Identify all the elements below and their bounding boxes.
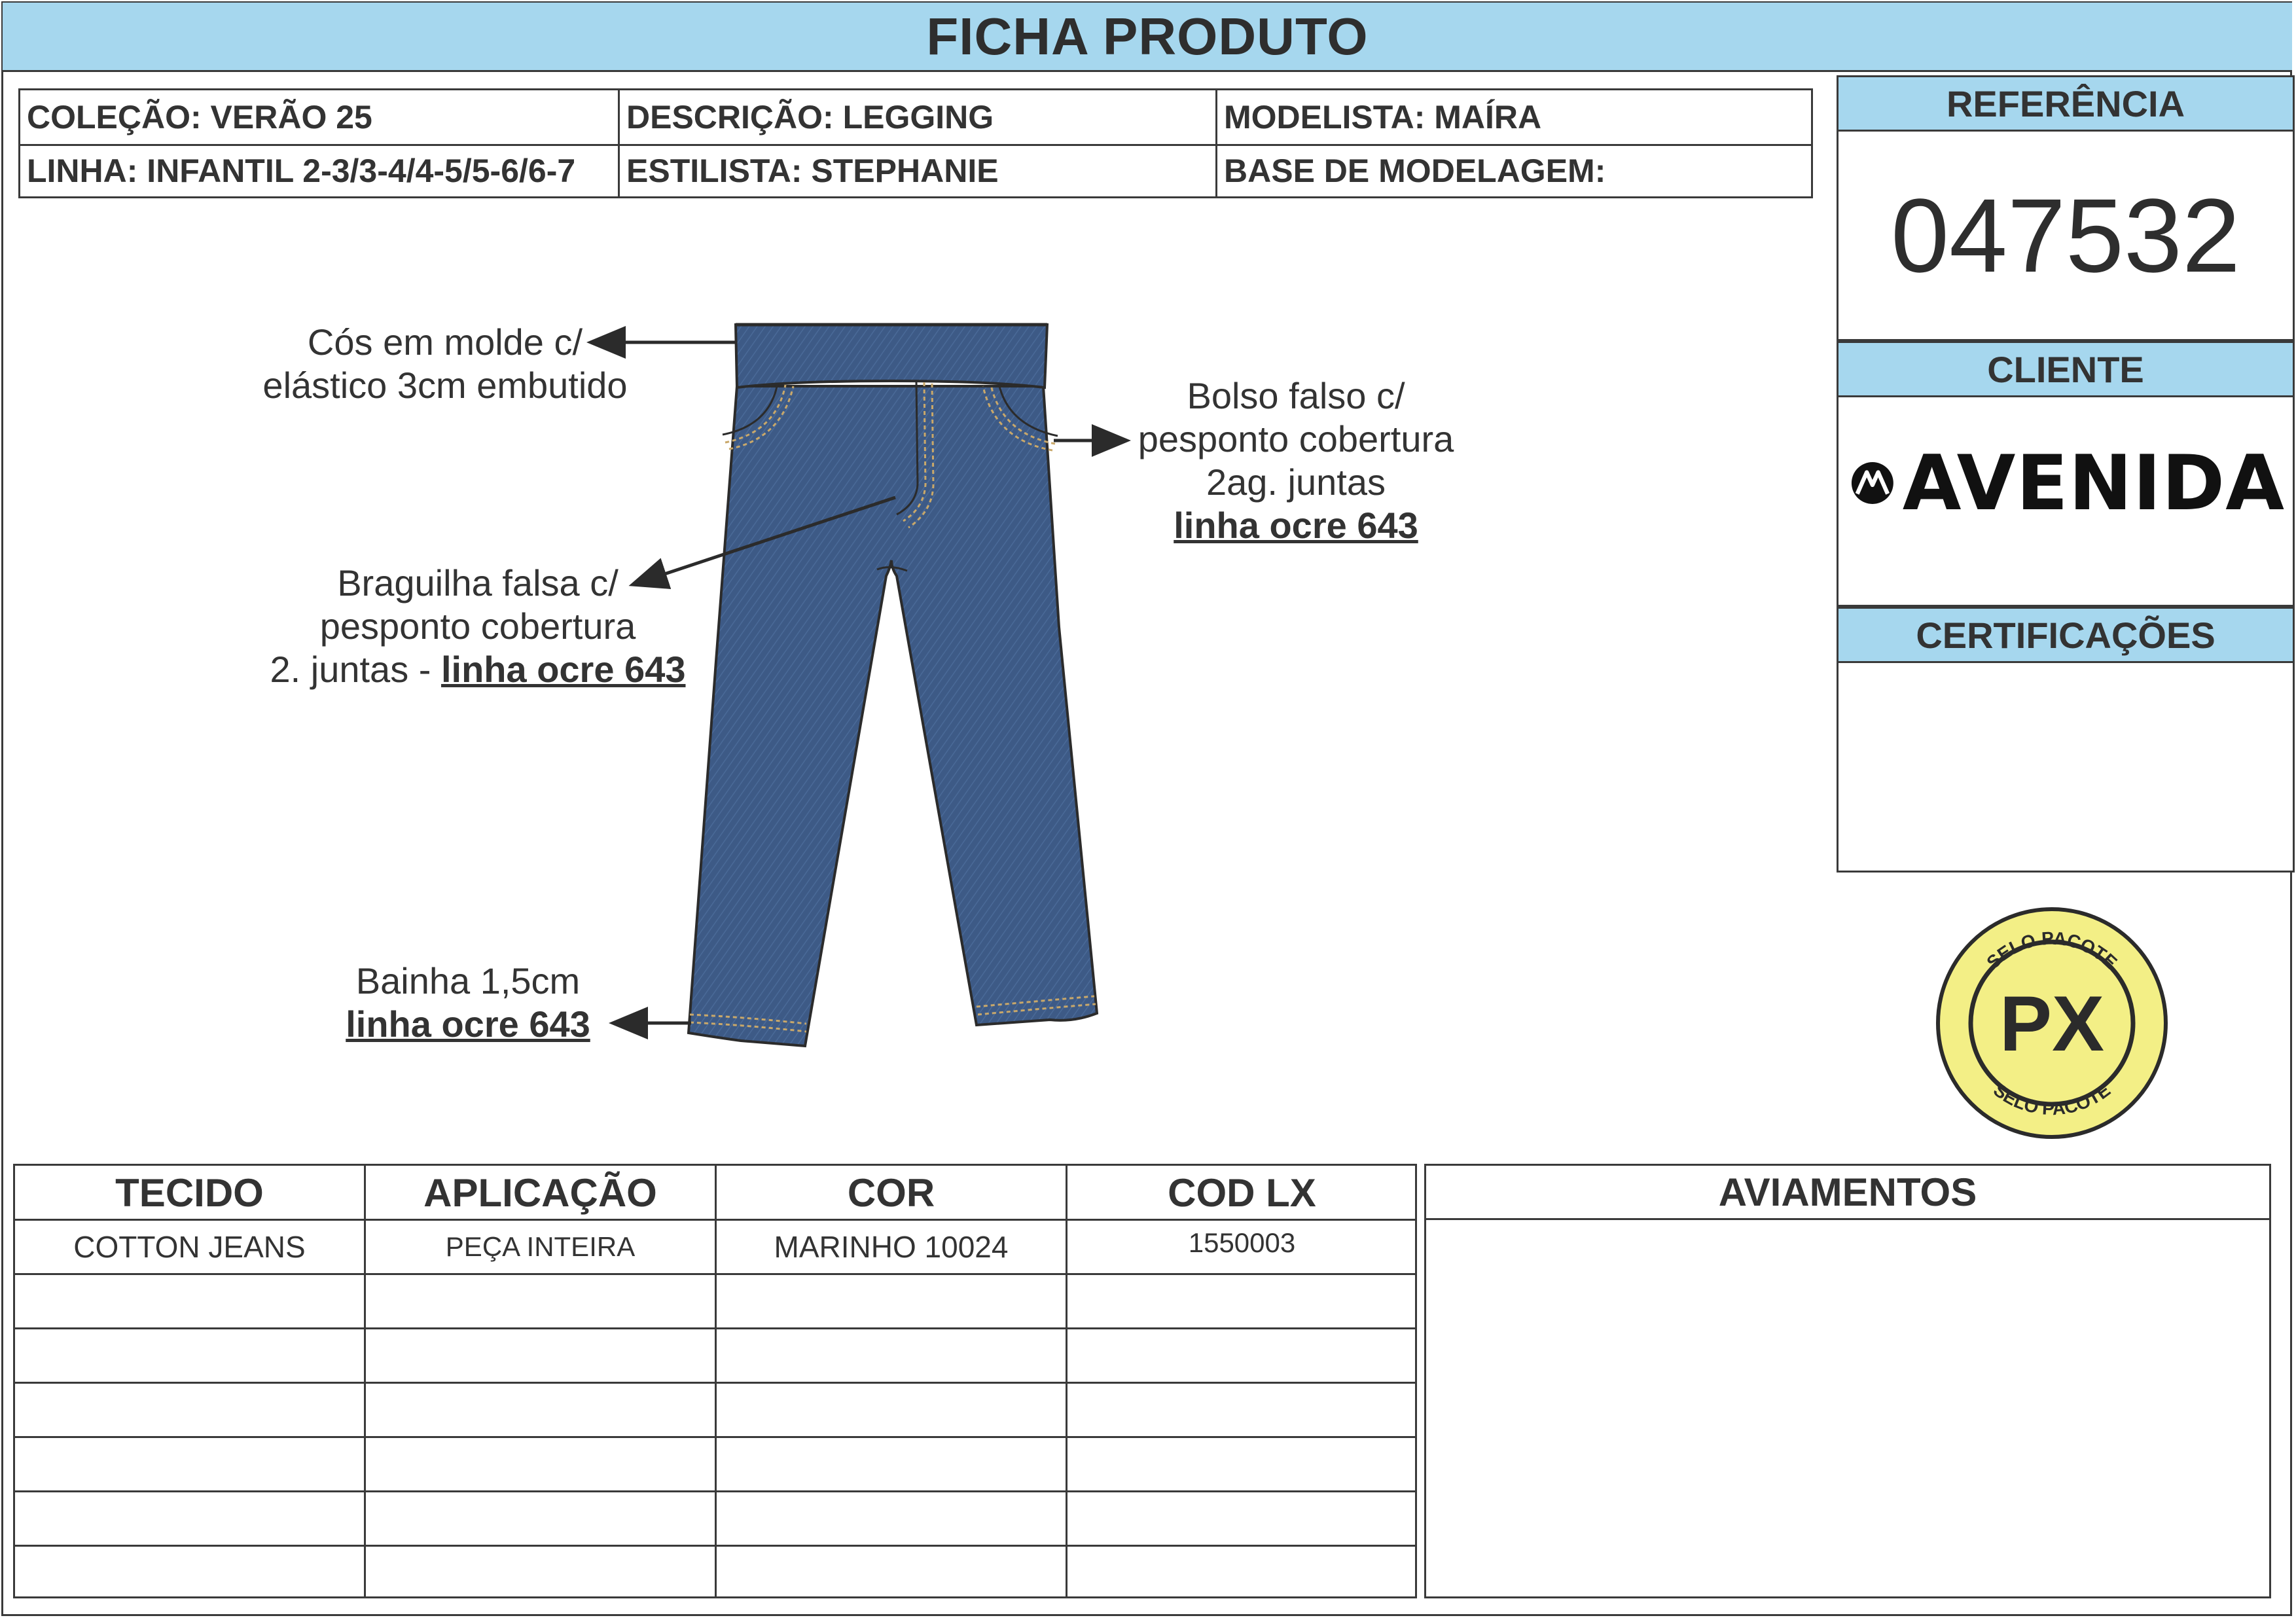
divider: [1066, 1166, 1067, 1596]
annotation-line: Cós em molde c/: [307, 321, 583, 363]
annotation-line: pesponto cobertura: [1138, 418, 1454, 459]
aviamentos-box: [1424, 1164, 2271, 1598]
annotation-line: linha ocre 643: [1174, 505, 1418, 546]
materials-table: [13, 1164, 1417, 1598]
annotation-line: Bainha 1,5cm: [355, 960, 581, 1001]
page-title: FICHA PRODUTO: [926, 7, 1369, 65]
base-modelagem-field: BASE DE MODELAGEM:: [1224, 153, 1606, 189]
annotation-braguilha: [255, 562, 700, 691]
table-cell: MARINHO 10024: [774, 1230, 1009, 1264]
header-aplicacao: APLICAÇÃO: [423, 1170, 657, 1215]
aviamentos-header: AVIAMENTOS: [1426, 1166, 2269, 1220]
cliente-header: CLIENTE: [1837, 341, 2295, 397]
annotation-line: 2. juntas - linha ocre 643: [270, 649, 686, 690]
annotation-bainha: [314, 960, 622, 1046]
seal-ring-text-bottom: SELO PACOTE: [1989, 1079, 2115, 1119]
table-cell: PEÇA INTEIRA: [445, 1231, 636, 1262]
estilista-field: ESTILISTA: STEPHANIE: [626, 153, 999, 189]
divider: [364, 1166, 366, 1596]
annotation-cos: [249, 321, 641, 407]
certificacoes-header: CERTIFICAÇÕES: [1837, 607, 2295, 663]
seal-ring-text-top: SELO PACOTE: [1982, 927, 2121, 973]
annotation-line: 2ag. juntas: [1206, 461, 1386, 503]
descricao-field: DESCRIÇÃO: LEGGING: [626, 99, 994, 135]
linha-field: LINHA: INFANTIL 2-3/3-4/4-5/5-6/6-7: [27, 153, 576, 189]
header-cor: COR: [847, 1170, 935, 1215]
annotation-line: elástico 3cm embutido: [262, 365, 628, 406]
modelista-field: MODELISTA: MAÍRA: [1224, 99, 1542, 135]
annotation-bolso: [1113, 374, 1479, 547]
table-cell: 1550003: [1188, 1227, 1296, 1258]
referencia-header: REFERÊNCIA: [1837, 75, 2295, 132]
divider: [715, 1166, 717, 1596]
annotation-line: linha ocre 643: [346, 1003, 590, 1045]
header-tecido: TECIDO: [115, 1170, 264, 1215]
annotation-line: pesponto cobertura: [319, 605, 636, 647]
colecao-field: COLEÇÃO: VERÃO 25: [27, 99, 372, 135]
referencia-value: 047532: [1837, 132, 2295, 341]
avenida-logo-text: AVENIDA: [1902, 439, 2285, 528]
annotation-line: Braguilha falsa c/: [337, 562, 619, 603]
table-cell: COTTON JEANS: [73, 1230, 306, 1264]
header-cod-lx: COD LX: [1168, 1170, 1316, 1215]
seal-text: PX: [1999, 980, 2105, 1068]
annotation-line: Bolso falso c/: [1187, 375, 1405, 416]
